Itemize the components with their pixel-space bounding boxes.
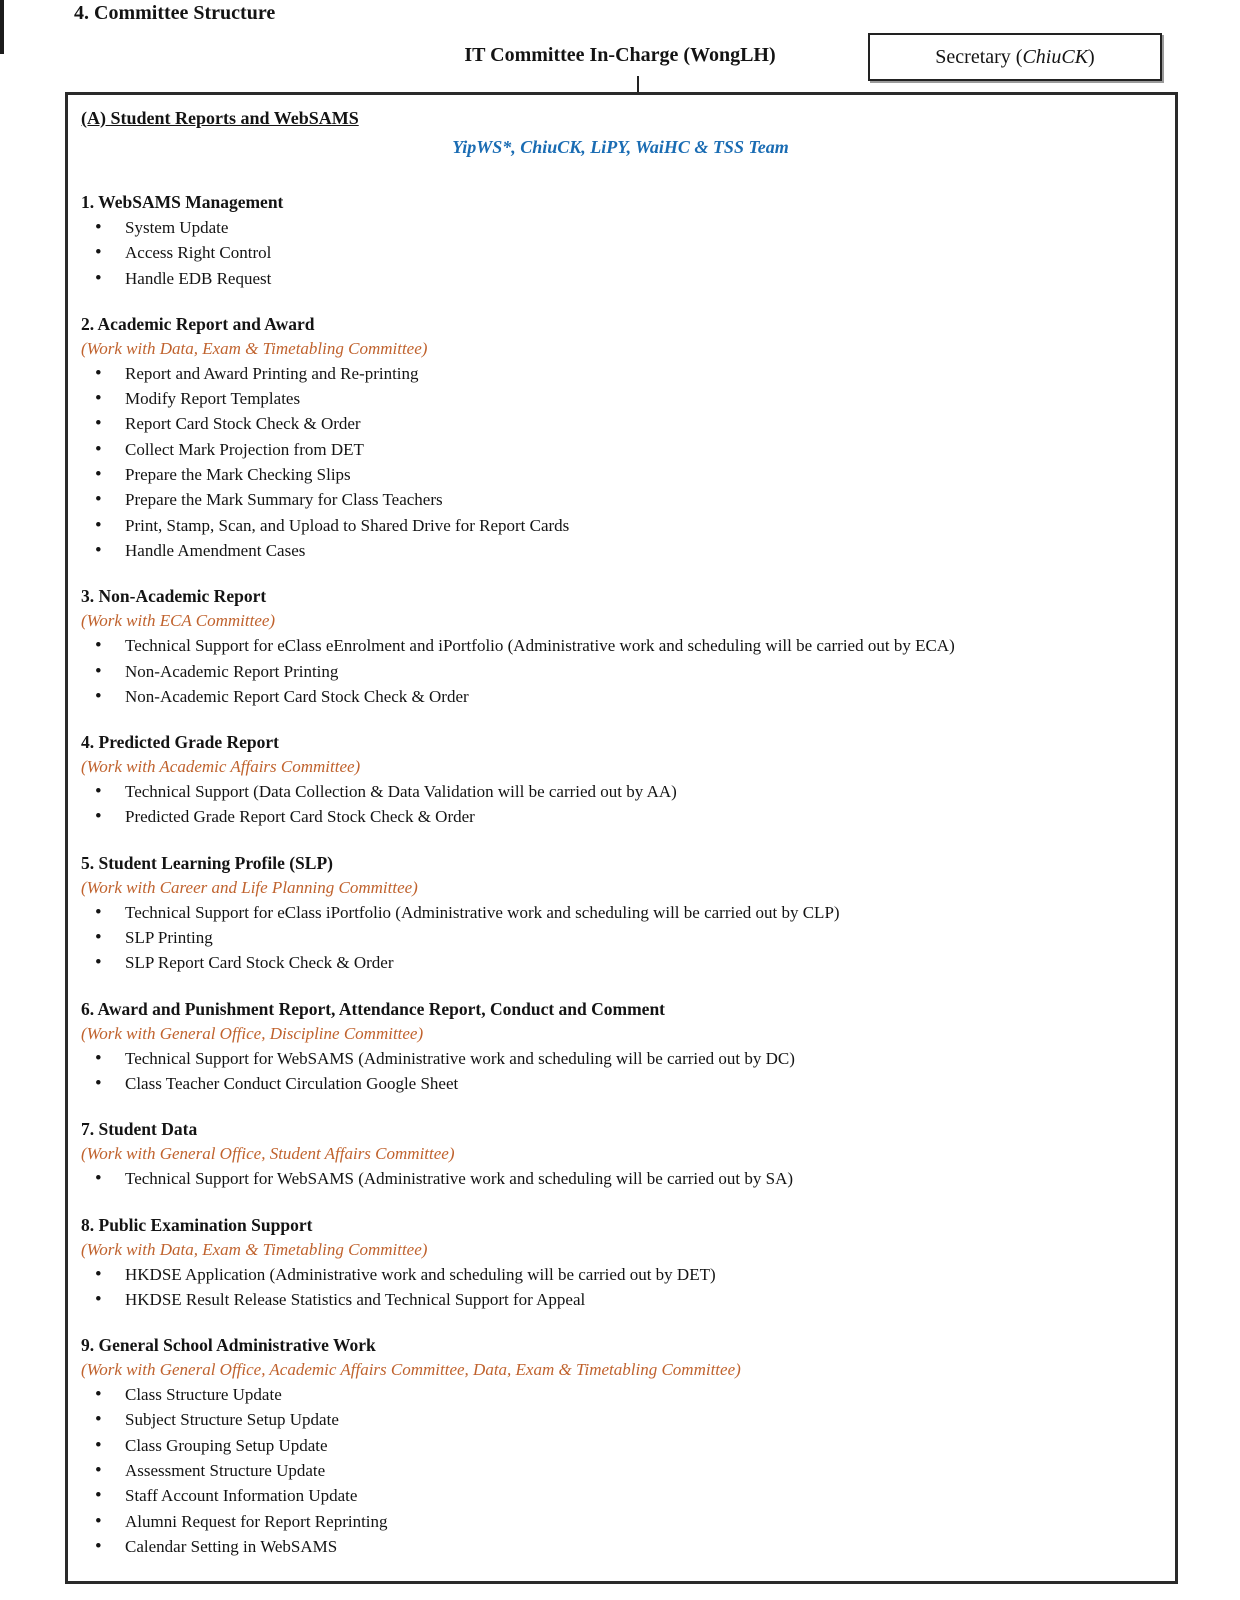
- org-chart-connector-line: [637, 76, 639, 93]
- task-item: • HKDSE Result Release Statistics and Technical Support for Appeal: [81, 1287, 1160, 1312]
- secretary-box: [868, 33, 1162, 81]
- section-items: [81, 900, 1160, 976]
- section-items: [81, 361, 1160, 563]
- task-item: • Handle Amendment Cases: [81, 538, 1160, 563]
- task-item: • Technical Support for WebSAMS (Administrative work and scheduling will be carried out by SA): [81, 1166, 1160, 1191]
- task-item: • Report and Award Printing and Re-printing: [81, 361, 1160, 386]
- task-item: • Technical Support for WebSAMS (Administrative work and scheduling will be carried out by DC): [81, 1046, 1160, 1071]
- section-items: [81, 633, 1160, 709]
- section-work-with: (Work with Data, Exam & Timetabling Committee): [81, 338, 428, 358]
- task-item: • Prepare the Mark Summary for Class Teachers: [81, 487, 1160, 512]
- committee-section: [81, 584, 1160, 709]
- task-item: • SLP Printing: [81, 925, 1160, 950]
- sections-container: [81, 190, 1160, 1559]
- committee-section: [81, 1213, 1160, 1313]
- committee-in-charge-title: IT Committee In-Charge (WongLH): [464, 44, 776, 66]
- task-item: • Access Right Control: [81, 240, 1160, 265]
- task-item: • SLP Report Card Stock Check & Order: [81, 950, 1160, 975]
- committee-section: [81, 730, 1160, 830]
- section-work-with: (Work with Academic Affairs Committee): [81, 757, 361, 777]
- task-item: • Collect Mark Projection from DET: [81, 437, 1160, 462]
- task-item: • Predicted Grade Report Card Stock Check & Order: [81, 804, 1160, 829]
- task-item: • Calendar Setting in WebSAMS: [81, 1534, 1160, 1559]
- section-heading: 5. Student Learning Profile (SLP): [81, 852, 333, 873]
- section-items: [81, 1046, 1160, 1097]
- secretary-name: ChiuCK: [1022, 45, 1089, 68]
- task-item: • Class Grouping Setup Update: [81, 1433, 1160, 1458]
- section-heading: 3. Non-Academic Report: [81, 586, 267, 607]
- task-item: • Non-Academic Report Card Stock Check & Order: [81, 684, 1160, 709]
- task-item: • System Update: [81, 215, 1160, 240]
- committee-section: [81, 190, 1160, 291]
- task-item: • Technical Support for eClass iPortfolio (Administrative work and scheduling will be carried out by CLP): [81, 900, 1160, 925]
- section-work-with: (Work with Data, Exam & Timetabling Committee): [81, 1239, 428, 1259]
- committee-section: [81, 851, 1160, 976]
- task-item: • Alumni Request for Report Reprinting: [81, 1509, 1160, 1534]
- section-work-with: (Work with General Office, Academic Affairs Committee, Data, Exam & Timetabling Committee): [81, 1360, 741, 1380]
- section-heading: 9. General School Administrative Work: [81, 1335, 376, 1356]
- committee-section: [81, 997, 1160, 1097]
- section-items: [81, 1262, 1160, 1313]
- section-items: [81, 1166, 1160, 1191]
- committee-section: [81, 312, 1160, 563]
- task-item: • Assessment Structure Update: [81, 1458, 1160, 1483]
- committee-section: [81, 1333, 1160, 1559]
- section-heading: 2. Academic Report and Award: [81, 313, 315, 334]
- secretary-label-suffix: ): [1088, 45, 1095, 68]
- task-item: • Report Card Stock Check & Order: [81, 411, 1160, 436]
- team-members: YipWS*, ChiuCK, LiPY, WaiHC & TSS Team: [452, 137, 789, 157]
- document-heading: 4. Committee Structure: [74, 2, 276, 24]
- section-heading: 4. Predicted Grade Report: [81, 732, 279, 753]
- section-work-with: (Work with General Office, Discipline Committee): [81, 1023, 424, 1043]
- committee-panel: [65, 92, 1178, 1584]
- task-item: • Subject Structure Setup Update: [81, 1407, 1160, 1432]
- section-work-with: (Work with ECA Committee): [81, 611, 276, 631]
- task-item: • Technical Support (Data Collection & Data Validation will be carried out by AA): [81, 779, 1160, 804]
- committee-section: [81, 1117, 1160, 1191]
- section-items: [81, 779, 1160, 830]
- panel-title: (A) Student Reports and WebSAMS: [81, 108, 359, 128]
- secretary-label-prefix: Secretary (: [935, 45, 1023, 68]
- task-item: • Handle EDB Request: [81, 266, 1160, 291]
- task-item: • Technical Support for eClass eEnrolment and iPortfolio (Administrative work and scheduling will be carried out by ECA): [81, 633, 1160, 658]
- task-item: • HKDSE Application (Administrative work and scheduling will be carried out by DET): [81, 1262, 1160, 1287]
- section-items: [81, 1382, 1160, 1559]
- section-heading: 1. WebSAMS Management: [81, 192, 284, 212]
- task-item: • Modify Report Templates: [81, 386, 1160, 411]
- task-item: • Class Structure Update: [81, 1382, 1160, 1407]
- section-heading: 7. Student Data: [81, 1119, 198, 1140]
- section-work-with: (Work with Career and Life Planning Committee): [81, 877, 418, 897]
- section-heading: 8. Public Examination Support: [81, 1214, 313, 1235]
- task-item: • Staff Account Information Update: [81, 1483, 1160, 1508]
- task-item: • Prepare the Mark Checking Slips: [81, 462, 1160, 487]
- task-item: • Class Teacher Conduct Circulation Google Sheet: [81, 1071, 1160, 1096]
- task-item: • Non-Academic Report Printing: [81, 659, 1160, 684]
- section-work-with: (Work with General Office, Student Affairs Committee): [81, 1144, 455, 1164]
- section-heading: 6. Award and Punishment Report, Attendance Report, Conduct and Comment: [81, 998, 666, 1019]
- section-items: [81, 215, 1160, 291]
- task-item: • Print, Stamp, Scan, and Upload to Shared Drive for Report Cards: [81, 513, 1160, 538]
